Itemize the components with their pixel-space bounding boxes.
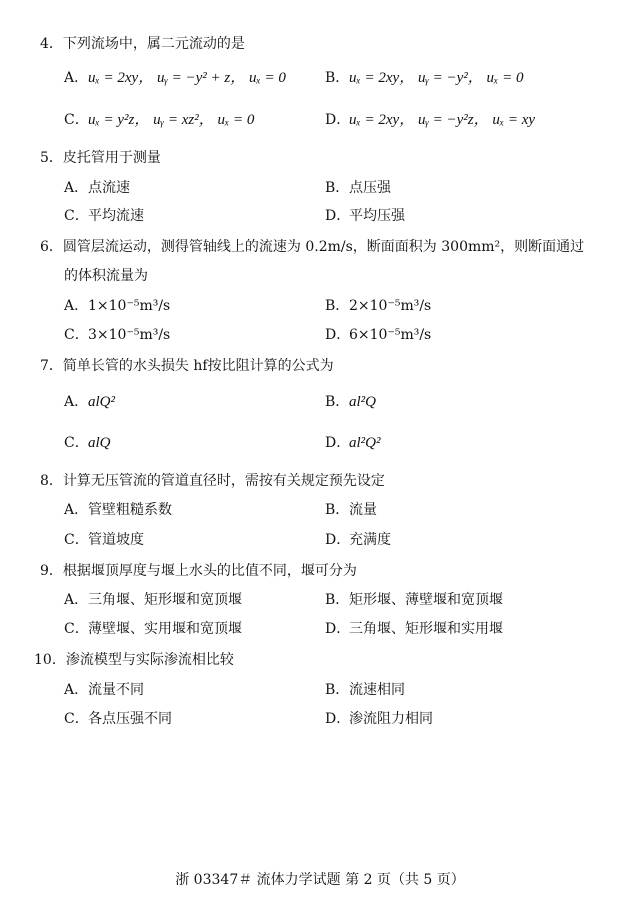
page-footer: 浙 03347＃ 流体力学试题 第 2 页（共 5 页）: [175, 872, 465, 888]
question-7-option-d: D．al²Q²: [325, 435, 381, 451]
question-7-stem: 7．简单长管的水头损失 hf按比阻计算的公式为: [40, 358, 334, 374]
question-8-option-b: B．流量: [325, 502, 377, 518]
question-4-option-b: B．uₓ = 2xy， uᵧ = −y²， uₓ = 0: [325, 70, 524, 86]
question-4-stem: 4．下列流场中，属二元流动的是: [40, 36, 245, 52]
question-10-stem: 10．渗流模型与实际渗流相比较: [34, 652, 234, 668]
question-8-option-c: C．管道坡度: [64, 532, 144, 548]
question-7-option-c: C．alQ: [64, 435, 111, 451]
question-9-option-c: C．薄壁堰、实用堰和宽顶堰: [64, 621, 242, 637]
question-4-option-a: A．uₓ = 2xy， uᵧ = −y² + z， uₓ = 0: [64, 70, 286, 86]
question-6-option-b: B．2×10⁻⁵m³/s: [325, 298, 432, 314]
question-7-option-a: A．alQ²: [64, 394, 115, 410]
question-8-option-d: D．充满度: [325, 532, 391, 548]
question-7-option-b: B．al²Q: [325, 394, 376, 410]
question-8-stem: 8．计算无压管流的管道直径时，需按有关规定预先设定: [40, 473, 385, 489]
question-5-option-c: C．平均流速: [64, 208, 144, 224]
question-6-option-d: D．6×10⁻⁵m³/s: [325, 327, 432, 343]
question-6-option-c: C．3×10⁻⁵m³/s: [64, 327, 171, 343]
question-9-stem: 9．根据堰顶厚度与堰上水头的比值不同，堰可分为: [40, 563, 357, 579]
question-6-stem-continued: 的体积流量为: [64, 268, 148, 284]
question-8-option-a: A．管壁粗糙系数: [64, 502, 172, 518]
question-5-option-d: D．平均压强: [325, 208, 405, 224]
question-6-option-a: A．1×10⁻⁵m³/s: [64, 298, 171, 314]
question-5-option-a: A．点流速: [64, 180, 130, 196]
question-10-option-d: D．渗流阻力相同: [325, 711, 433, 727]
question-10-option-b: B．流速相同: [325, 682, 405, 698]
question-6-stem: 6．圆管层流运动，测得管轴线上的流速为 0.2m/s，断面面积为 300mm²，则断面通过: [40, 239, 585, 255]
question-10-option-a: A．流量不同: [64, 682, 144, 698]
question-5-stem: 5．皮托管用于测量: [40, 150, 161, 166]
question-10-option-c: C．各点压强不同: [64, 711, 172, 727]
question-9-option-a: A．三角堰、矩形堰和宽顶堰: [64, 592, 242, 608]
question-4-option-c: C．uₓ = y²z， uᵧ = xz²， uₓ = 0: [64, 112, 255, 128]
question-9-option-b: B．矩形堰、薄壁堰和宽顶堰: [325, 592, 503, 608]
question-9-option-d: D．三角堰、矩形堰和实用堰: [325, 621, 503, 637]
question-4-option-d: D．uₓ = 2xy， uᵧ = −y²z， uₓ = xy: [325, 112, 536, 128]
question-5-option-b: B．点压强: [325, 180, 391, 196]
